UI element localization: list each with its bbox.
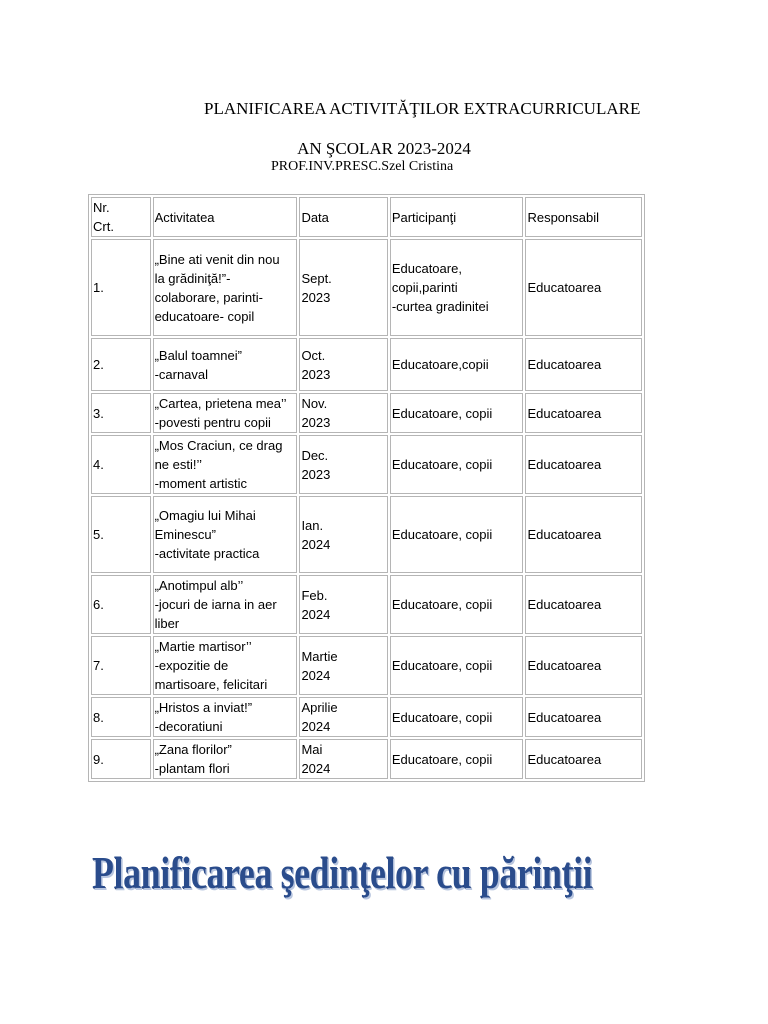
cell-activity xyxy=(153,435,298,494)
table-row xyxy=(91,636,642,695)
school-year-text: AN ŞCOLAR 2023-2024 xyxy=(297,139,471,158)
table-row xyxy=(91,239,642,336)
cell-participants-line: Educatoare, copii xyxy=(391,527,493,542)
table-row xyxy=(91,496,642,573)
cell-nr: 1. xyxy=(91,239,151,336)
cell-date xyxy=(299,435,387,494)
cell-date xyxy=(299,575,387,634)
header-date: Data xyxy=(299,197,387,237)
cell-nr: 7. xyxy=(91,636,151,695)
cell-date xyxy=(299,496,387,573)
cell-activity xyxy=(153,393,298,433)
cell-participants-line: Educatoare, copii xyxy=(391,405,493,421)
cell-responsible: Educatoarea xyxy=(525,575,642,634)
cell-responsible: Educatoarea xyxy=(525,338,642,391)
cell-activity-line: „Zana florilor” xyxy=(154,742,232,757)
cell-date-line: 2024 xyxy=(301,667,331,683)
cell-date-line: Ian. xyxy=(301,517,324,533)
cell-activity xyxy=(153,697,298,737)
cell-date xyxy=(299,239,387,336)
cell-date-line: Dec. xyxy=(301,447,329,463)
table-row xyxy=(91,575,642,634)
cell-participants xyxy=(390,739,524,779)
cell-activity xyxy=(153,739,298,779)
cell-nr: 9. xyxy=(91,739,151,779)
cell-activity-line: „Martie martisor’’ xyxy=(154,639,252,654)
cell-nr: 2. xyxy=(91,338,151,391)
cell-activity-line: martisoare, felicitari xyxy=(154,677,268,692)
cell-activity-line: „Mos Craciun, ce drag xyxy=(154,438,283,453)
table-row xyxy=(91,435,642,494)
cell-date-line: 2023 xyxy=(301,366,331,382)
cell-activity-line: -activitate practica xyxy=(154,546,260,561)
cell-participants-line: Educatoare, copii xyxy=(391,709,493,725)
cell-date-line: 2023 xyxy=(301,289,331,305)
cell-participants-line: Educatoare, copii xyxy=(391,597,493,612)
cell-participants-line: Educatoare,copii xyxy=(391,357,489,372)
cell-participants xyxy=(390,435,524,494)
header-participants: Participanţi xyxy=(390,197,524,237)
cell-participants-line: Educatoare, copii xyxy=(391,658,493,673)
cell-responsible: Educatoarea xyxy=(525,697,642,737)
cell-participants xyxy=(390,338,524,391)
activities-table xyxy=(88,194,645,782)
cell-activity-line: ne esti!’’ xyxy=(154,457,203,472)
cell-activity-line: liber xyxy=(154,616,180,631)
cell-participants xyxy=(390,239,524,336)
cell-participants-line: Educatoare, copii xyxy=(391,751,493,767)
header-nr xyxy=(91,197,151,237)
cell-activity-line: „Anotimpul alb’’ xyxy=(154,578,244,593)
cell-nr: 4. xyxy=(91,435,151,494)
cell-activity-line: „Balul toamnei” xyxy=(154,347,242,363)
cell-responsible: Educatoarea xyxy=(525,435,642,494)
cell-activity-line: „Bine ati venit din nou xyxy=(154,251,280,267)
cell-activity-line: -plantam flori xyxy=(154,761,230,776)
cell-activity-line: -moment artistic xyxy=(154,476,248,491)
author-line: PROF.INV.PRESC.Szel Cristina xyxy=(271,159,454,174)
cell-nr: 5. xyxy=(91,496,151,573)
cell-date xyxy=(299,697,387,737)
cell-activity-line: -decoratiuni xyxy=(154,719,223,734)
table-header-row xyxy=(91,197,642,237)
section-title: Planificarea şedinţelor cu părinţii xyxy=(92,847,593,898)
cell-participants xyxy=(390,636,524,695)
cell-nr: 3. xyxy=(91,393,151,433)
cell-activity-line: „Cartea, prietena mea’’ xyxy=(154,396,287,411)
table-row xyxy=(91,739,642,779)
cell-date xyxy=(299,393,387,433)
cell-nr: 6. xyxy=(91,575,151,634)
cell-activity-line: -povesti pentru copii xyxy=(154,415,271,430)
cell-date-line: Aprilie xyxy=(301,700,338,715)
cell-participants-line: copii,parinti xyxy=(391,280,458,295)
header-activity: Activitatea xyxy=(153,197,298,237)
cell-activity xyxy=(153,239,298,336)
cell-activity-line: „Hristos a inviat!” xyxy=(154,700,253,715)
cell-date-line: Feb. xyxy=(301,587,328,603)
cell-responsible: Educatoarea xyxy=(525,239,642,336)
header-nr-line: Nr. xyxy=(93,200,110,215)
cell-participants xyxy=(390,393,524,433)
cell-activity-line: -carnaval xyxy=(154,366,209,382)
cell-responsible: Educatoarea xyxy=(525,739,642,779)
cell-date-line: Oct. xyxy=(301,347,326,363)
cell-participants xyxy=(390,697,524,737)
cell-date-line: Martie xyxy=(301,648,338,664)
cell-activity-line: -expozitie de xyxy=(154,658,229,673)
cell-activity xyxy=(153,496,298,573)
cell-activity xyxy=(153,575,298,634)
cell-activity xyxy=(153,338,298,391)
cell-responsible: Educatoarea xyxy=(525,496,642,573)
cell-date xyxy=(299,636,387,695)
cell-date-line: 2024 xyxy=(301,536,331,552)
table-row xyxy=(91,338,642,391)
cell-date-line: 2024 xyxy=(301,761,331,776)
cell-date-line: Sept. xyxy=(301,270,332,286)
cell-date-line: 2024 xyxy=(301,719,331,734)
table-row xyxy=(91,393,642,433)
cell-participants-line: Educatoare, xyxy=(391,261,462,276)
cell-date-line: 2023 xyxy=(301,415,331,430)
cell-date xyxy=(299,739,387,779)
header-responsible: Responsabil xyxy=(525,197,642,237)
cell-responsible: Educatoarea xyxy=(525,636,642,695)
cell-date-line: Nov. xyxy=(301,396,328,411)
cell-participants-line: Educatoare, copii xyxy=(391,457,493,472)
document-title: PLANIFICAREA ACTIVITĂŢILOR EXTRACURRICULARE xyxy=(204,99,641,118)
cell-activity-line: „Omagiu lui Mihai xyxy=(154,508,256,523)
cell-participants-line: -curtea gradinitei xyxy=(391,299,489,314)
cell-date-line: Mai xyxy=(301,742,323,757)
cell-activity-line: -jocuri de iarna in aer xyxy=(154,597,277,612)
cell-participants xyxy=(390,496,524,573)
cell-activity-line: Eminescu” xyxy=(154,527,216,542)
cell-date-line: 2024 xyxy=(301,606,331,622)
cell-date xyxy=(299,338,387,391)
cell-activity-line: educatoare- copil xyxy=(154,308,255,324)
cell-date-line: 2023 xyxy=(301,466,331,482)
cell-responsible: Educatoarea xyxy=(525,393,642,433)
school-year xyxy=(0,139,768,159)
cell-participants xyxy=(390,575,524,634)
cell-activity-line: colaborare, parinti- xyxy=(154,289,263,305)
cell-activity xyxy=(153,636,298,695)
table-row xyxy=(91,697,642,737)
cell-nr: 8. xyxy=(91,697,151,737)
cell-activity-line: la grădiniţă!”- xyxy=(154,270,231,286)
header-nr-line: Crt. xyxy=(93,219,114,234)
